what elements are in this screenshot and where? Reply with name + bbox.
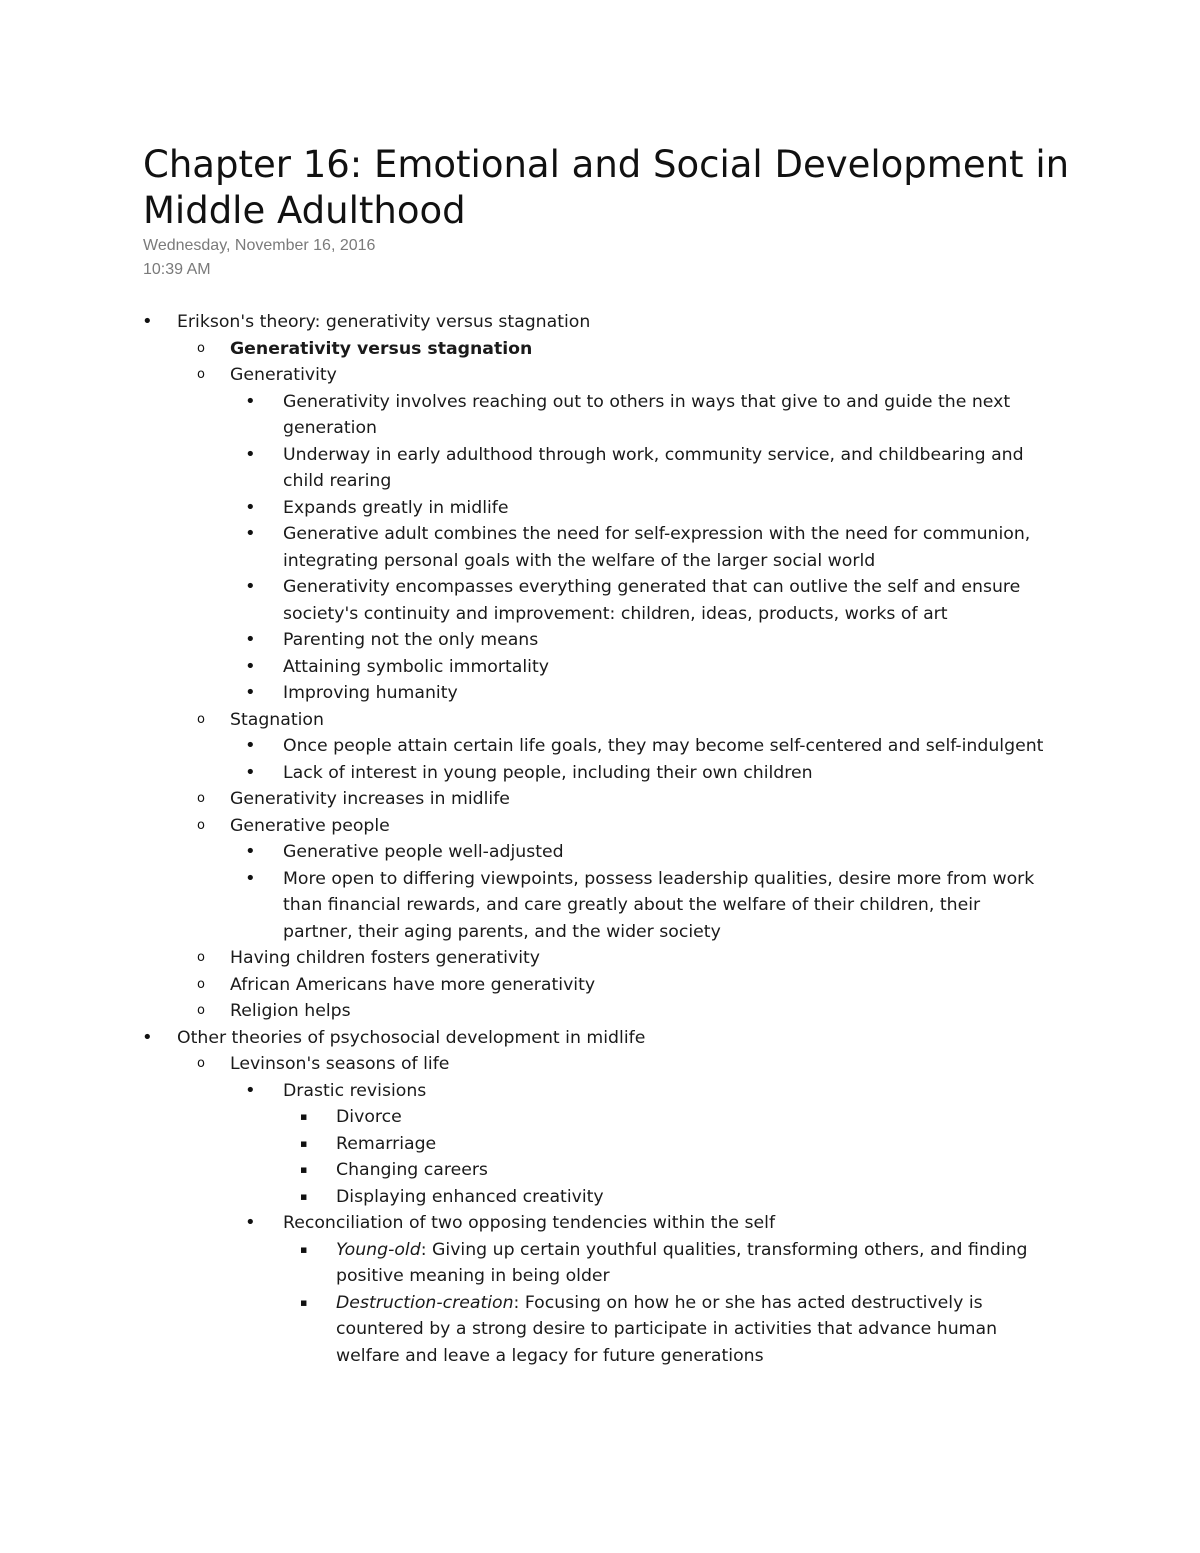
outline-text: Divorce — [336, 1107, 402, 1127]
outline-text: Changing careers — [336, 1160, 488, 1180]
bullet-icon: • — [245, 390, 256, 412]
bullet-icon: • — [245, 1212, 256, 1233]
outline-text: Once people attain certain life goals, they may become self-centered and self-indulgent — [283, 736, 1044, 756]
outline-item — [0, 309, 1057, 336]
outline-item — [0, 733, 1051, 760]
outline-text: Levinson's seasons of life — [230, 1054, 450, 1074]
outline-text: Generativity involves reaching out to others in ways that give to and guide the next generation — [283, 391, 1011, 438]
square-bullet-icon: ▪ — [300, 1242, 308, 1256]
outline-item — [0, 707, 1060, 734]
outline-item — [0, 1210, 1051, 1237]
outline-item — [0, 654, 1051, 681]
outline-item — [0, 1051, 1060, 1078]
bullet-icon: • — [245, 655, 256, 677]
outline-text: More open to differing viewpoints, possess leadership qualities, desire more from work than financial rewards, and care greatly about the welfare of their children, their partner, their aging parents, and the wider society — [283, 868, 1035, 942]
square-bullet-icon: ▪ — [300, 1189, 308, 1203]
outline-text: Generative adult combines the need for self-expression with the need for communion, integrating personal goals with the welfare of the larger social world — [283, 524, 1031, 571]
outline-item — [0, 786, 1060, 813]
bullet-icon: • — [245, 496, 256, 518]
bullet-icon: • — [245, 682, 256, 703]
bullet-icon: • — [245, 523, 256, 544]
hollow-bullet-icon: o — [197, 711, 205, 727]
outline-text — [336, 1237, 1051, 1290]
outline-text: Generativity increases in midlife — [230, 789, 510, 809]
outline-item — [0, 362, 1060, 389]
definition-text: : Giving up certain youthful qualities, transforming others, and finding positive meaning in being older — [336, 1239, 1028, 1286]
outline-text: Expands greatly in midlife — [283, 497, 509, 518]
outline-text: Remarriage — [336, 1133, 437, 1154]
hollow-bullet-icon: o — [197, 1056, 205, 1071]
page-time: 10:39 AM — [143, 261, 211, 278]
outline-text: Displaying enhanced creativity — [336, 1186, 604, 1207]
hollow-bullet-icon: o — [197, 976, 205, 992]
outline-item — [0, 442, 1051, 495]
outline-item — [0, 680, 1051, 707]
bullet-icon: • — [245, 735, 256, 756]
outline-text: Having children fosters generativity — [230, 948, 541, 968]
outline-text: Other theories of psychosocial development in midlife — [177, 1027, 646, 1048]
square-bullet-icon: ▪ — [300, 1110, 308, 1123]
outline-text: Erikson's theory: generativity versus stagnation — [177, 312, 591, 332]
outline-text — [336, 1290, 1051, 1370]
outline-text: African Americans have more generativity — [230, 974, 596, 995]
page-date: Wednesday, November 16, 2016 — [143, 237, 376, 254]
square-bullet-icon: ▪ — [300, 1136, 308, 1150]
term-young-old: Young-old — [336, 1239, 421, 1260]
hollow-bullet-icon: o — [197, 340, 205, 356]
bullet-icon: • — [245, 867, 256, 889]
outline-item — [0, 389, 1051, 442]
outline-text: Stagnation — [230, 709, 324, 730]
outline-text: Generativity — [230, 365, 337, 385]
outline-item — [0, 1237, 1051, 1290]
bullet-icon: • — [142, 311, 153, 332]
bullet-icon: • — [245, 629, 256, 650]
outline-item — [0, 1025, 1057, 1052]
outline-text: Improving humanity — [283, 683, 458, 703]
notes-outline — [0, 309, 1200, 1369]
outline-text: Underway in early adulthood through work, community service, and childbearing and child rearing — [283, 444, 1024, 491]
hollow-bullet-icon: o — [197, 1003, 205, 1018]
outline-text: Generativity encompasses everything generated that can outlive the self and ensure society's continuity and improvement: children, ideas, products, works of art — [283, 577, 1021, 624]
outline-item — [0, 1184, 1051, 1211]
bullet-icon: • — [245, 1079, 256, 1101]
outline-item — [0, 945, 1060, 972]
outline-text: Religion helps — [230, 1001, 351, 1021]
outline-item — [0, 1157, 1051, 1184]
outline-text: Drastic revisions — [283, 1080, 427, 1101]
outline-item — [0, 574, 1051, 627]
outline-text: Generative people — [230, 815, 390, 836]
outline-item — [0, 1290, 1051, 1370]
outline-text: Parenting not the only means — [283, 630, 539, 650]
bullet-icon: • — [245, 576, 256, 597]
square-bullet-icon: ▪ — [300, 1295, 308, 1309]
bullet-icon: • — [245, 443, 256, 465]
definition-text: : Focusing on how he or she has acted destructively is countered by a strong desire to participate in activities that advance human welfare and leave a legacy for future generations — [336, 1292, 998, 1366]
square-bullet-icon: ▪ — [300, 1163, 308, 1176]
outline-text: Reconciliation of two opposing tendencies within the self — [283, 1213, 776, 1233]
outline-item — [0, 627, 1051, 654]
bullet-icon: • — [142, 1026, 153, 1048]
outline-text: Generativity versus stagnation — [230, 338, 533, 359]
outline-text: Generative people well-adjusted — [283, 842, 564, 862]
outline-item — [0, 521, 1051, 574]
outline-text: Lack of interest in young people, including their own children — [283, 762, 813, 783]
hollow-bullet-icon: o — [197, 817, 205, 833]
outline-item — [0, 760, 1051, 787]
hollow-bullet-icon: o — [197, 367, 205, 382]
outline-item — [0, 813, 1060, 840]
outline-text: Attaining symbolic immortality — [283, 656, 549, 677]
outline-item — [0, 1078, 1051, 1105]
hollow-bullet-icon: o — [197, 791, 205, 806]
term-destruction-creation: Destruction-creation — [336, 1292, 514, 1313]
outline-item — [0, 495, 1051, 522]
hollow-bullet-icon: o — [197, 950, 205, 965]
outline-item — [0, 866, 1051, 946]
outline-item — [0, 839, 1051, 866]
bullet-icon: • — [245, 841, 256, 862]
outline-item — [0, 1104, 1051, 1131]
page-title: Chapter 16: Emotional and Social Development in Middle Adulthood — [143, 143, 1070, 232]
outline-item — [0, 1131, 1051, 1158]
outline-item — [0, 998, 1060, 1025]
bullet-icon: • — [245, 761, 256, 783]
outline-item — [0, 336, 1060, 363]
outline-item — [0, 972, 1060, 999]
